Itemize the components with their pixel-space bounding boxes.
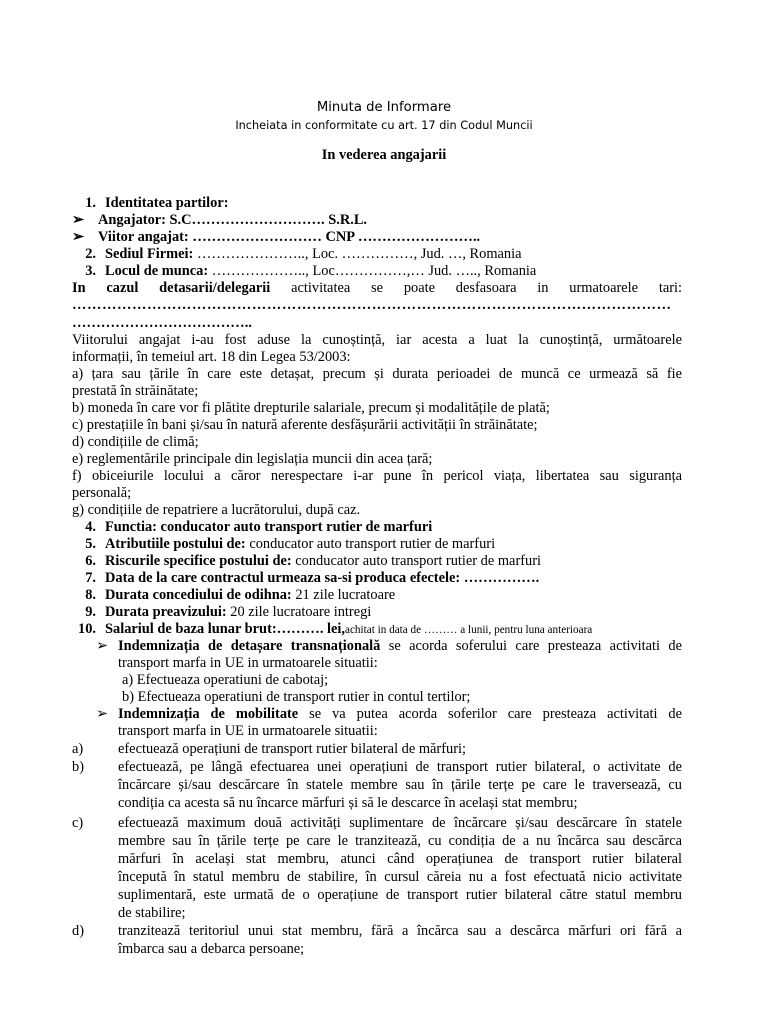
info-paragraph-line: informații, în temeiul art. 18 din Legea 53/2003: [72,349,351,365]
item-label: Atributiile postului de: [105,536,246,552]
mobilitate-item-a: efectuează operațiuni de transport rutier bilateral de mărfuri; [118,741,466,757]
document-title: Minuta de Informare [316,100,452,115]
mobilitate-label: Indemnizația de mobilitate [118,706,299,722]
info-item-a-cont: prestată în străinătate; [72,383,199,399]
info-item-a: a) țara sau țările în care este detașat, precum și durata perioadei de muncă ce urmează să fie [72,366,682,382]
mobilitate-item-c-line: de stabilire; [118,905,186,921]
mobilitate-item-c-line: membre sau în țările terțe pe care le tranzitează, cu condiția de a nu încărca sau descărca [118,833,682,849]
arrow-bullet-icon: ➢ [72,229,85,245]
item-number: 7. [85,570,96,586]
transnational-text: se acorda soferului care presteaza activitati de [380,638,683,654]
mobilitate-line-2: transport marfa in UE in urmatoarele situatii: [118,723,378,739]
info-item-d: d) condițiile de climă; [72,434,199,450]
mobilitate-item-b-line: condiția ca acesta să nu încarce mărfuri și să le descarce în același stat membru; [118,795,578,811]
detasare-dots-2: ……………………………….. [72,315,252,331]
item-number: 9. [85,604,96,620]
numbered-item [70,553,541,570]
mobilitate-item-b-line: efectuează, pe lângă efectuarea unei operațiuni de transport rutier bilateral, o activitate de [118,759,682,775]
mobilitate-item-letter: d) [72,923,84,939]
item-label: Identitatea partilor: [105,195,229,211]
angajator-line [72,212,367,229]
numbered-item [70,519,432,536]
item-number: 2. [85,246,96,262]
transnational-item-b: b) Efectueaza operatiuni de transport rutier in contul tertilor; [122,689,471,705]
item-number: 6. [85,553,96,569]
section-heading: In vederea angajarii [321,147,447,163]
info-item-c: c) prestațiile în bani și/sau în natură aferente desfășurării activității în străinătate; [72,417,538,433]
item-value: ………………….., Loc. ……………, Jud. …, Romania [193,246,522,262]
transnational-line-2: transport marfa in UE in urmatoarele situatii: [118,655,378,671]
transnational-line [96,638,682,655]
mobilitate-item-c-line: suplimentară, este urmată de o operațiune de transport rutier bilateral către statul membru [118,887,682,903]
item-label: Data de la care contractul urmeaza sa-si produca efectele: ……………. [105,570,540,586]
numbered-item [70,536,495,553]
numbered-item [70,570,539,587]
item-label: Sediul Firmei: [105,246,194,262]
mobilitate-text: se va putea acorda soferilor care presteaza activitati de [298,706,682,722]
item-label: Riscurile specifice postului de: [105,553,292,569]
item-label: Salariul de baza lunar brut:………. lei, [105,621,345,637]
mobilitate-item-d-line: tranzitează teritoriul unui stat membru, fără a încărca sau a descărca mărfuri ori fără a [118,923,682,939]
arrow-bullet-icon: ➢ [72,212,85,228]
item-number: 8. [85,587,96,603]
angajator-text: Angajator: S.C………………………. S.R.L. [98,212,368,228]
info-paragraph-line: Viitorului angajat i-au fost aduse la cunoștință, iar acesta a luat la cunoștință, următoarele [72,332,682,348]
info-item-g: g) condițiile de repatriere a lucrătorului, după caz. [72,502,361,518]
item-value: achitat in data de ……… a lunii, pentru luna anterioara [345,624,593,636]
numbered-item [70,587,395,604]
item-sediul-firmei [70,246,522,263]
info-item-b: b) moneda în care vor fi plătite drepturile salariale, precum și modalitățile de plată; [72,400,550,416]
arrow-bullet-icon: ➢ [96,706,109,722]
info-item-f: f) obiceiurile locului a căror nerespectare i-ar pune în pericol viața, libertatea sau siguranța [72,468,682,484]
mobilitate-item-b-line: încărcare și/sau descărcare în statele membre sau în țările terțe pe care le traversează, cu [118,777,682,793]
info-item-f-cont: personală; [72,485,132,501]
detasare-line [72,280,682,297]
item-locul-de-munca [70,263,536,280]
mobilitate-line [96,706,682,723]
numbered-item [70,604,371,621]
item-value: ……………….., Loc……………,… Jud. ….., Romania [208,263,537,279]
item-label: Locul de munca: [105,263,209,279]
mobilitate-item-letter: b) [72,759,84,775]
item-value: conducator auto transport rutier de marfuri [245,536,496,552]
item-number: 3. [85,263,96,279]
item-number: 1. [85,195,96,211]
item-label: Functia: conducator auto transport rutier de marfuri [105,519,433,535]
mobilitate-item-d-line: îmbarca sau a debarca persoane; [118,941,305,957]
item-value: 20 zile lucratoare intregi [226,604,372,620]
detasare-dots-1: ………………………………………………………………………………………………………… [72,297,672,313]
document-subtitle: Incheiata in conformitate cu art. 17 din Codul Muncii [235,119,533,132]
detasare-label: In cazul detasarii/delegarii [72,280,271,296]
mobilitate-item-c-line: începută în statul membru de stabilire, în cursul căreia nu a fost efectuată nicio activitate [118,869,682,885]
item-label: Durata preavizului: [105,604,227,620]
viitor-angajat-text: Viitor angajat: ……………………… CNP …………………….. [98,229,481,245]
viitor-angajat-line [72,229,480,246]
item-value: 21 zile lucratoare [291,587,396,603]
arrow-bullet-icon: ➢ [96,638,109,654]
mobilitate-item-c-line: efectuează maximum două activități suplimentare de încărcare și/sau descărcare în statele [118,815,682,831]
mobilitate-item-letter: c) [72,815,84,831]
item-number: 5. [85,536,96,552]
detasare-text: activitatea se poate desfasoara in urmatoarele tari: [270,280,682,296]
item-value: conducator auto transport rutier de marfuri [291,553,542,569]
item-number: 10. [78,621,96,637]
transnational-label: Indemnizația de detașare transnațională [118,638,381,654]
numbered-item [70,621,592,639]
mobilitate-item-c-line: mărfuri în același stat membru, atunci când operațiunea de transport rutier bilateral [118,851,682,867]
mobilitate-item-letter: a) [72,741,84,757]
transnational-item-a: a) Efectueaza operatiuni de cabotaj; [122,672,329,688]
item-identitate [70,195,229,212]
item-label: Durata concediului de odihna: [105,587,292,603]
info-item-e: e) reglementările principale din legislația muncii din acea țară; [72,451,433,467]
item-number: 4. [85,519,96,535]
